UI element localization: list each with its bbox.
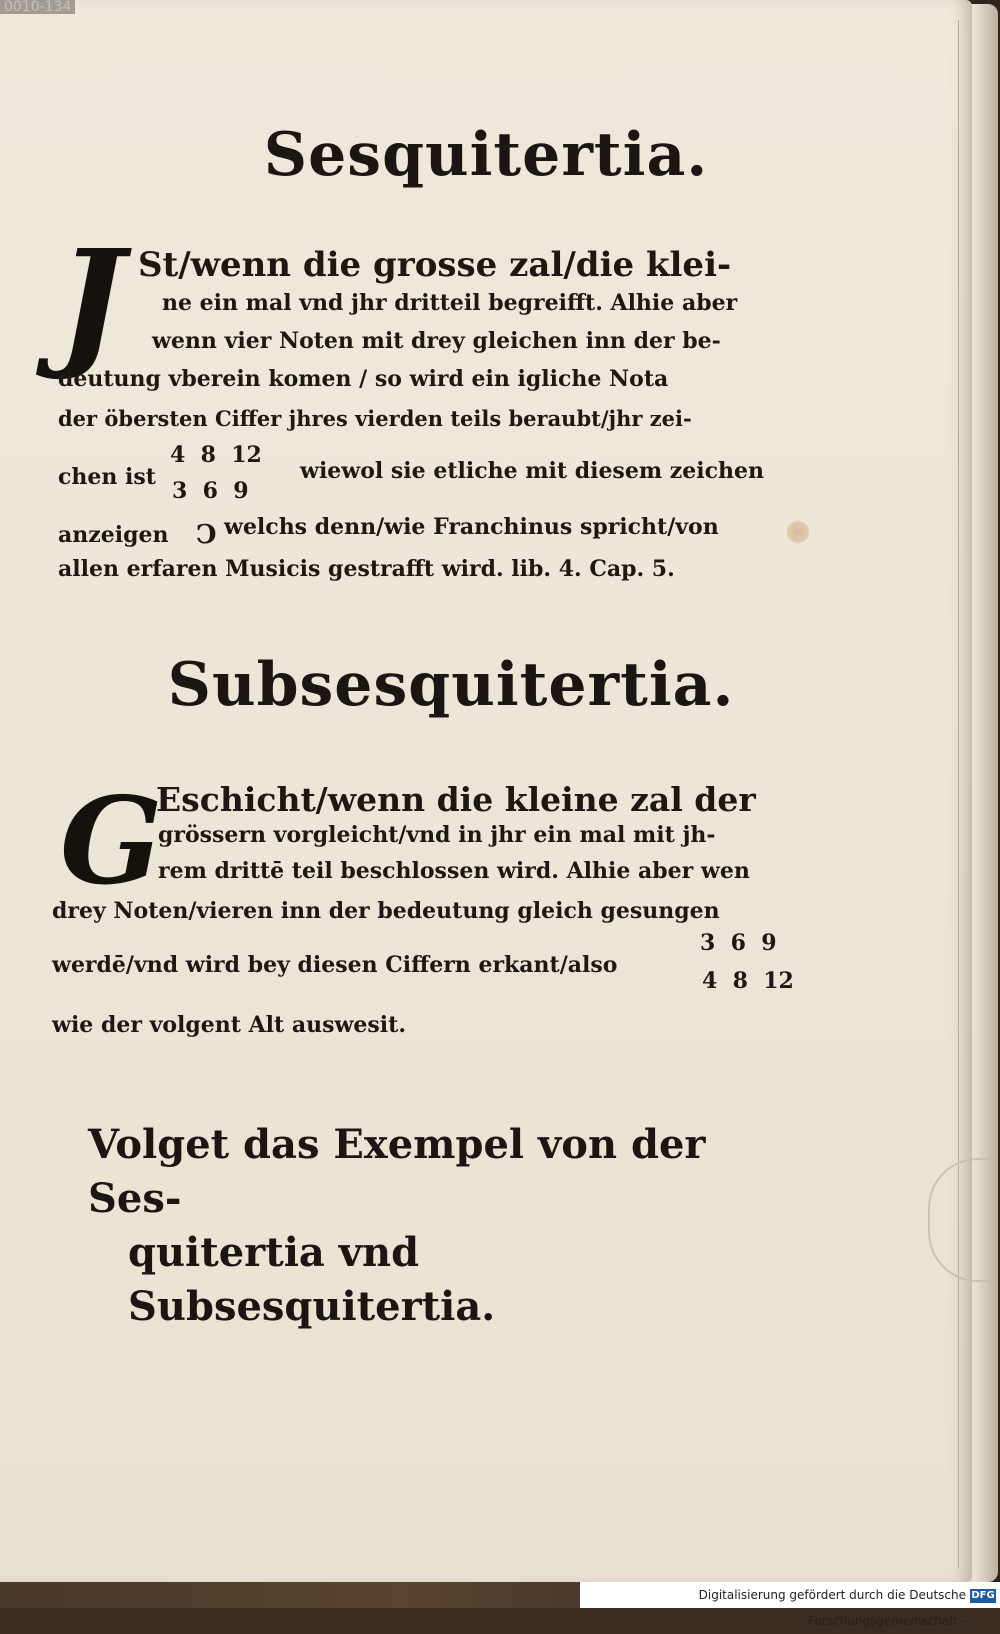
closing-heading-line-2: quitertia vnd Subsesquitertia.	[128, 1229, 496, 1330]
dfg-logo: DFG	[971, 1590, 995, 1601]
text-line: wenn vier Noten mit drey gleichen inn der be-	[152, 328, 721, 354]
text-line: allen erfaren Musicis gestrafft wird. lib. 4. Cap. 5.	[58, 556, 675, 582]
section-title-subsesquitertia: Subsesquitertia.	[167, 650, 735, 720]
closing-heading-line-1: Volget das Exempel von der Ses-	[88, 1121, 706, 1222]
text-line: rem drittē teil beschlossen wird. Alhie aber wen	[158, 858, 750, 884]
section-title-sesquitertia: Sesquitertia.	[263, 120, 709, 190]
text-line: deutung vberein komen / so wird ein igliche Nota	[58, 366, 669, 392]
dropcap-2: G	[60, 771, 163, 912]
text-line: St/wenn die grosse zal/die klei-	[138, 245, 732, 285]
ratio-bottom-numbers: 3 6 9	[172, 478, 249, 504]
text-line: Eschicht/wenn die kleine zal der	[156, 780, 756, 819]
text-line: der öbersten Ciffer jhres vierden teils beraubt/jhr zei-	[58, 406, 692, 431]
digitization-credit: Digitalisierung gefördert durch die Deutsche Forschungsgemeinschaft -	[580, 1582, 1000, 1608]
ratio-top-numbers: 3 6 9	[700, 930, 777, 956]
text-line: chen ist	[58, 464, 156, 490]
closing-heading	[88, 1118, 748, 1334]
ratio-top-numbers: 4 8 12	[170, 442, 262, 468]
proportion-sign: Ͻ	[196, 520, 217, 550]
scan-id-label: 0010-134	[0, 0, 75, 14]
dropcap-1: J	[58, 220, 125, 384]
text-line: anzeigen	[58, 522, 169, 548]
text-line: wiewol sie etliche mit diesem zeichen	[300, 458, 764, 484]
text-line: drey Noten/vieren inn der bedeutung gleich gesungen	[52, 898, 720, 924]
text-line: ne ein mal vnd jhr dritteil begreifft. Alhie aber	[162, 290, 738, 316]
text-line: wie der volgent Alt auswesit.	[52, 1012, 406, 1038]
text-line: werdē/vnd wird bey diesen Ciffern erkant/also	[52, 952, 618, 978]
ratio-bottom-numbers: 4 8 12	[702, 968, 794, 994]
page-tab-shadow	[928, 1158, 990, 1282]
page-fold-edge	[958, 20, 973, 1568]
text-line: grössern vorgleicht/vnd in jhr ein mal mit jh-	[158, 822, 716, 848]
paper-stain	[786, 520, 810, 544]
text-line: welchs denn/wie Franchinus spricht/von	[224, 514, 719, 540]
